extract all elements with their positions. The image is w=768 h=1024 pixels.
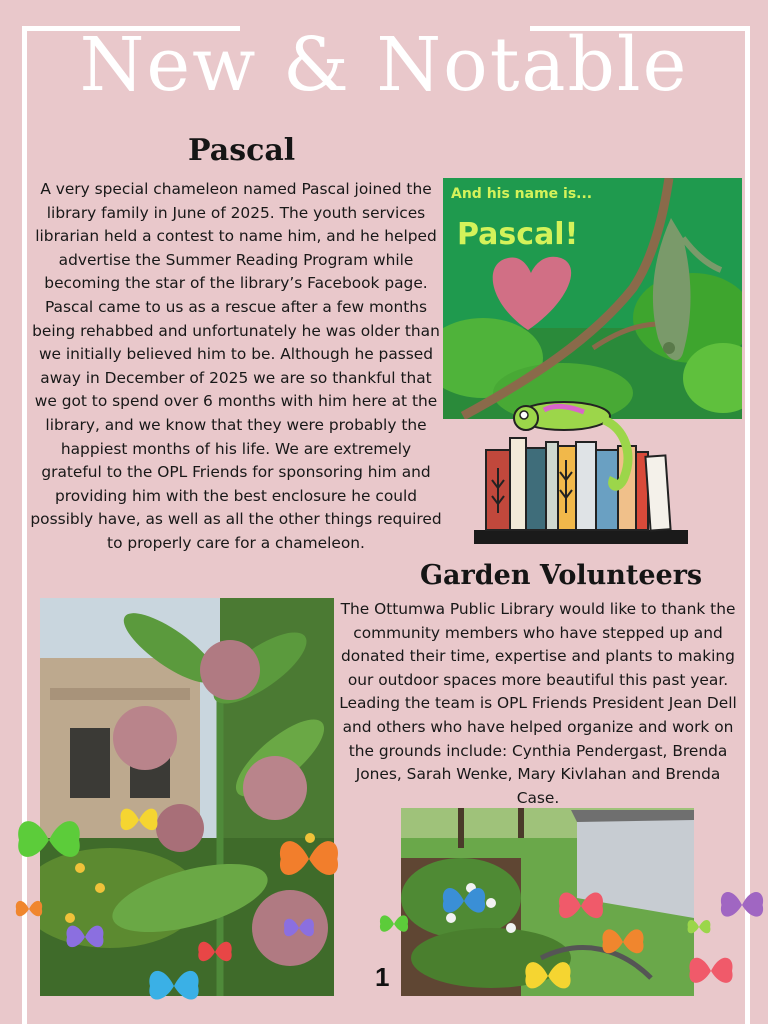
pascal-heading: Pascal [188, 133, 296, 168]
garden-body: The Ottumwa Public Library would like to thank the community members who have stepped up and donated their time, expertise and plants to making our outdoor spaces more beautiful this past year. Leading the team is OPL Friends President Jean Dell and others who have helped organize and work on the grounds include: Cynthia Pendergast, Brenda Jones, Sarah Wenke, Mary Kivlahan and Brenda Case. [339, 600, 737, 807]
butterfly-icon [64, 918, 106, 956]
books-illustration [474, 398, 690, 548]
butterfly-icon [598, 922, 648, 962]
photo-caption-1: And his name is... [451, 186, 593, 202]
butterfly-icon [378, 908, 410, 940]
butterfly-icon [440, 880, 488, 922]
butterfly-icon [276, 830, 342, 888]
frame-left [22, 26, 27, 1024]
butterfly-icon [14, 896, 44, 922]
pascal-photo [443, 178, 742, 419]
butterfly-icon [718, 872, 766, 938]
butterfly-icon [522, 954, 574, 998]
pascal-body: A very special chameleon named Pascal joined the library family in June of 2025. The youth services librarian held a contest to name him, and he helped advertise the Summer Reading Program while becoming the star of the library’s Facebook page. Pascal came to us as a rescue after a few months being rehabbed and unfortunately he was older than we initially believed him to be. Although he passed away in December of 2025 we are so thankful that we got to spend over 6 months with him here at the library, and we know that they were probably the happiest months of his life. We are extremely grateful to the OPL Friends for sponsoring him and providing him with the best enclosure he could possibly have, as well as all the other things required to properly care for a chameleon. [30, 180, 442, 552]
page-number: 1 [375, 962, 390, 992]
butterfly-icon [196, 934, 234, 970]
garden-heading: Garden Volunteers [420, 560, 703, 591]
photo-caption-2: Pascal! [457, 217, 579, 252]
books-icon [474, 398, 690, 548]
page-title: New & Notable [79, 22, 689, 108]
butterfly-icon [282, 912, 316, 944]
butterfly-icon [146, 960, 202, 1012]
butterfly-icon [686, 914, 712, 940]
butterfly-icon [118, 796, 160, 844]
butterfly-icon [14, 810, 84, 870]
butterfly-icon [686, 950, 736, 992]
